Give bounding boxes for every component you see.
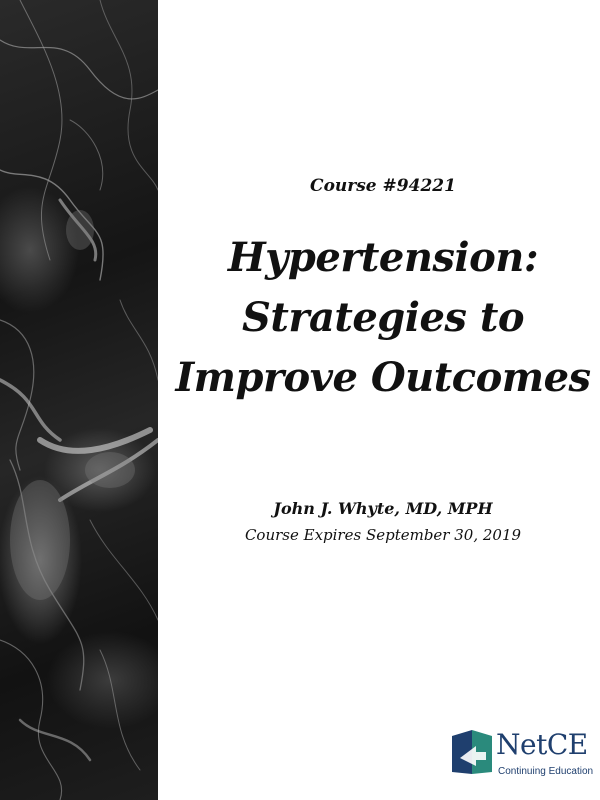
course-title-line: Improve Outcomes xyxy=(175,354,591,401)
netce-logo xyxy=(450,726,596,788)
logo-tagline: Continuing Education xyxy=(498,766,594,777)
course-title xyxy=(166,228,600,408)
marble-side-panel xyxy=(0,0,158,800)
marble-veins-graphic xyxy=(0,0,158,800)
netce-book-icon xyxy=(450,728,496,778)
author-name: John J. Whyte, MD, MPH xyxy=(273,499,493,518)
course-title-line: Strategies to xyxy=(242,294,524,341)
logo-wordmark: NetCE xyxy=(496,728,588,761)
cover-content xyxy=(166,0,600,800)
panel-divider xyxy=(158,0,166,800)
course-number: Course #94221 xyxy=(310,176,456,196)
course-title-line: Hypertension: xyxy=(227,234,539,281)
course-expiration: Course Expires September 30, 2019 xyxy=(244,526,522,544)
